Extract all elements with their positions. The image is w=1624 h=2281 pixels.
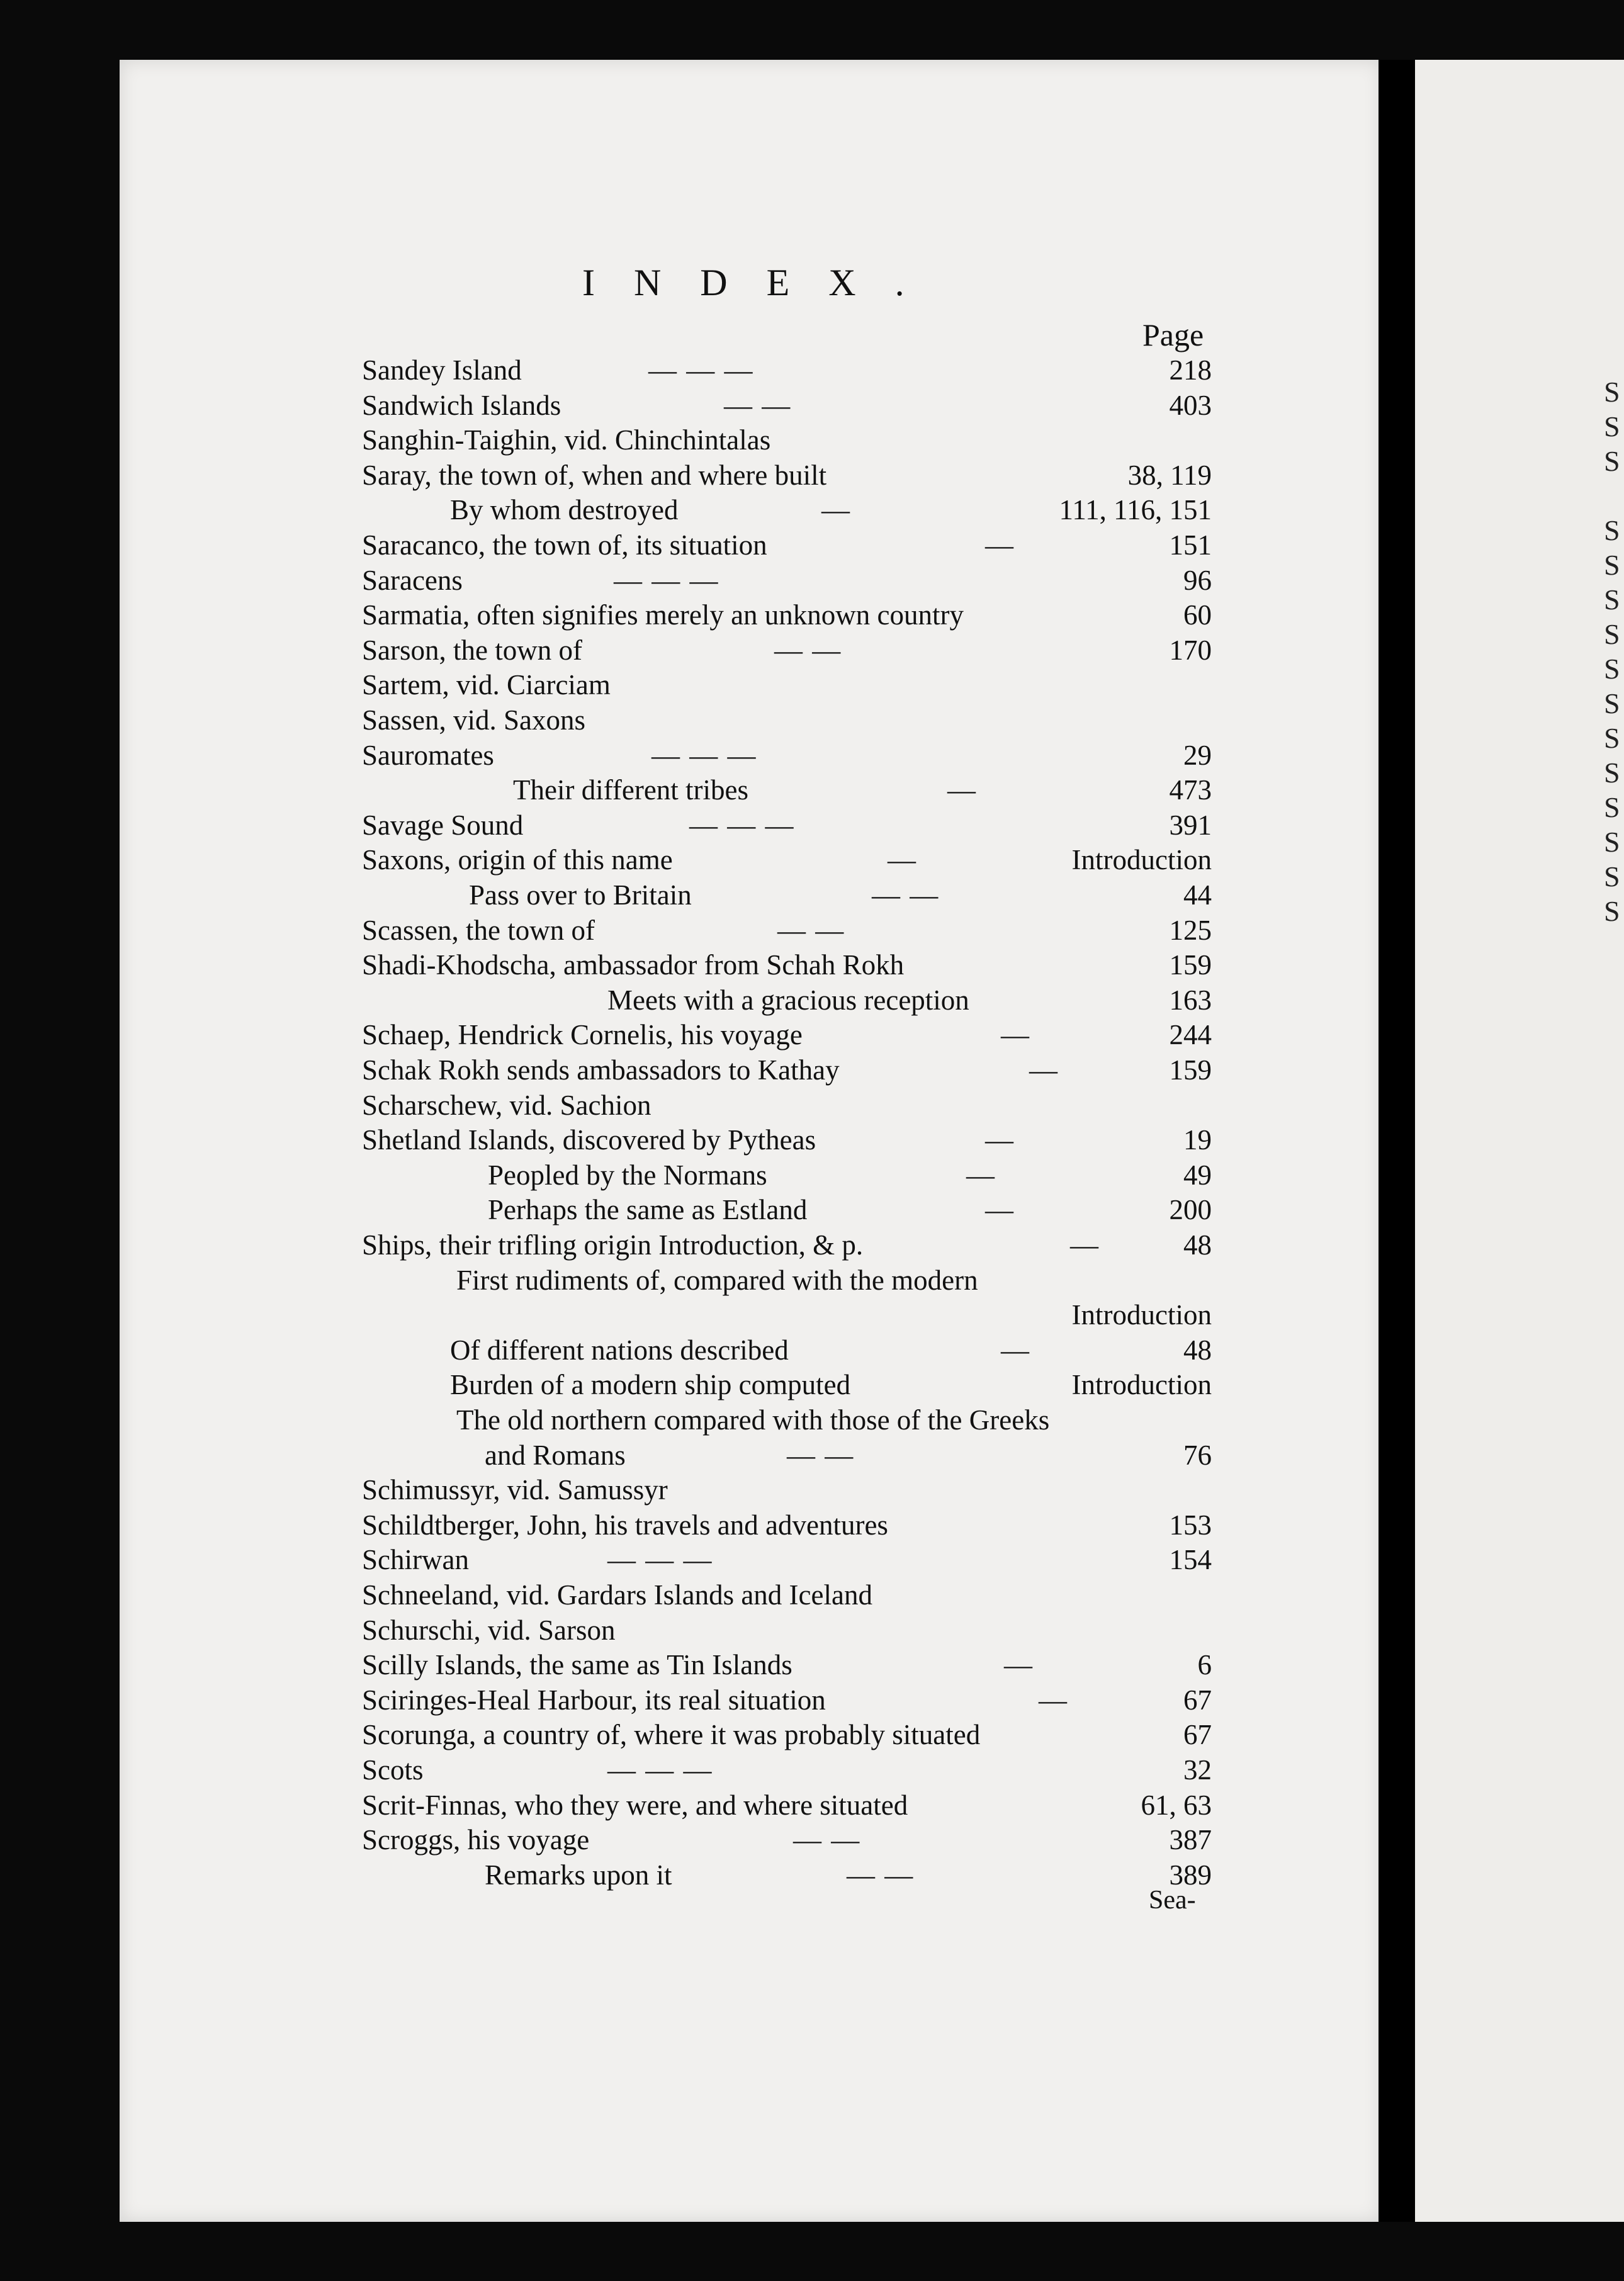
entry-label: Sarmatia, often signifies merely an unknown country xyxy=(362,599,964,631)
entry-dash-leader: — xyxy=(1001,1019,1030,1050)
entry-label: Savage Sound xyxy=(362,809,524,841)
entry-page-number: 19 xyxy=(1183,1124,1212,1156)
entry-label: Saray, the town of, when and where built xyxy=(362,459,827,491)
index-entry xyxy=(0,1752,1212,1788)
index-entry xyxy=(0,458,1212,493)
index-entry xyxy=(0,1017,1212,1052)
entry-page-number: 159 xyxy=(1169,1054,1212,1086)
entry-page-number: 67 xyxy=(1183,1684,1212,1716)
entry-label: Saxons, origin of this name xyxy=(362,844,673,876)
entry-dash-leader: — xyxy=(1029,1054,1059,1086)
entry-page-number: 387 xyxy=(1169,1824,1212,1856)
index-entry xyxy=(0,1822,1212,1857)
entry-page-number: 76 xyxy=(1183,1439,1212,1471)
entry-label: First rudiments of, compared with the modern xyxy=(456,1264,978,1296)
index-entry xyxy=(0,772,1212,808)
entry-label: Scorunga, a country of, where it was probably situated xyxy=(362,1719,981,1750)
entry-page-number: 154 xyxy=(1169,1544,1212,1575)
index-entry xyxy=(0,352,1212,388)
entry-page-number: 244 xyxy=(1169,1019,1212,1050)
entry-page-number: 29 xyxy=(1183,740,1212,771)
entry-page-number: Introduction xyxy=(1071,1369,1212,1400)
entry-dash-leader: — xyxy=(1039,1684,1068,1716)
entry-dash-leader: — xyxy=(985,1124,1015,1156)
facing-page-letter: S xyxy=(1604,549,1620,581)
entry-page-number: 6 xyxy=(1197,1649,1212,1681)
index-entry xyxy=(0,1613,1212,1648)
facing-page-letter: S xyxy=(1604,860,1620,893)
index-entry xyxy=(0,1192,1212,1227)
entry-label: The old northern compared with those of the Greeks xyxy=(456,1404,1050,1436)
entry-label: Saracanco, the town of, its situation xyxy=(362,529,767,561)
entry-dash-leader: — — — xyxy=(607,1544,713,1575)
index-entry xyxy=(0,947,1212,983)
entry-label: Schaep, Hendrick Cornelis, his voyage xyxy=(362,1019,803,1050)
index-entry xyxy=(0,1788,1212,1823)
facing-page-letter: S xyxy=(1604,514,1620,546)
facing-page-letter: S xyxy=(1604,687,1620,719)
entry-dash-leader: — — xyxy=(787,1439,855,1471)
index-entry xyxy=(0,842,1212,877)
index-entry xyxy=(0,1507,1212,1543)
entry-dash-leader: — — — xyxy=(607,1754,713,1786)
index-entry xyxy=(0,877,1212,913)
entry-label: By whom destroyed xyxy=(450,494,679,526)
entry-label: Sassen, vid. Saxons xyxy=(362,704,586,736)
entry-label: Scrit-Finnas, who they were, and where situated xyxy=(362,1789,908,1821)
entry-page-number: 48 xyxy=(1183,1229,1212,1261)
catchword: Sea- xyxy=(1149,1886,1196,1915)
entry-page-number: 38, 119 xyxy=(1127,459,1212,491)
entry-page-number: Introduction xyxy=(1071,844,1212,876)
facing-page-letter: S xyxy=(1604,791,1620,823)
entry-dash-leader: — — xyxy=(774,634,842,666)
entry-page-number: 170 xyxy=(1169,634,1212,666)
entry-page-number: 151 xyxy=(1169,529,1212,561)
entry-label: Schak Rokh sends ambassadors to Kathay xyxy=(362,1054,840,1086)
entry-dash-leader: — — — xyxy=(651,740,757,771)
entry-dash-leader: — xyxy=(966,1159,996,1191)
index-entry xyxy=(0,1577,1212,1613)
entry-label: Scroggs, his voyage xyxy=(362,1824,590,1856)
entry-label: Scots xyxy=(362,1754,424,1786)
index-entry xyxy=(0,738,1212,773)
entry-label: Perhaps the same as Estland xyxy=(488,1194,808,1225)
entry-page-number: 153 xyxy=(1169,1509,1212,1541)
entry-page-number: 96 xyxy=(1183,565,1212,596)
entry-page-number: 163 xyxy=(1169,984,1212,1016)
entry-label: Burden of a modern ship computed xyxy=(450,1369,851,1400)
entry-dash-leader: — xyxy=(821,494,851,526)
entry-dash-leader: — — xyxy=(777,915,845,946)
index-entry xyxy=(0,1438,1212,1473)
facing-page-letter: S xyxy=(1604,826,1620,858)
entry-label: Of different nations described xyxy=(450,1334,789,1366)
facing-page-letter: S xyxy=(1604,583,1620,616)
index-entry xyxy=(0,983,1212,1018)
entry-dash-leader: — — — xyxy=(614,565,719,596)
index-entry xyxy=(0,563,1212,598)
entry-page-number: 473 xyxy=(1169,774,1212,806)
facing-page-letter: S xyxy=(1604,445,1620,477)
page-title: INDEX. xyxy=(582,262,944,303)
entry-page-number: 159 xyxy=(1169,949,1212,981)
entry-label: Peopled by the Normans xyxy=(488,1159,767,1191)
entry-page-number: 32 xyxy=(1183,1754,1212,1786)
index-entry xyxy=(0,1052,1212,1088)
entry-dash-leader: — xyxy=(947,774,977,806)
entry-label: Their different tribes xyxy=(513,774,749,806)
entry-label: Schimussyr, vid. Samussyr xyxy=(362,1474,668,1506)
index-entry xyxy=(0,1122,1212,1157)
index-entry xyxy=(0,808,1212,843)
entry-dash-leader: — — xyxy=(724,390,792,421)
facing-page-letter: S xyxy=(1604,618,1620,650)
entry-page-number: Introduction xyxy=(1071,1299,1212,1331)
entry-page-number: 67 xyxy=(1183,1719,1212,1750)
entry-label: Shetland Islands, discovered by Pytheas xyxy=(362,1124,816,1156)
index-entry xyxy=(0,1402,1212,1438)
entry-page-number: 60 xyxy=(1183,599,1212,631)
entry-page-number: 389 xyxy=(1169,1859,1212,1891)
index-entry xyxy=(0,527,1212,563)
entry-page-number: 48 xyxy=(1183,1334,1212,1366)
entry-label: Schildtberger, John, his travels and adventures xyxy=(362,1509,888,1541)
entry-page-number: 111, 116, 151 xyxy=(1059,494,1212,526)
entry-page-number: 218 xyxy=(1169,354,1212,386)
index-entry xyxy=(0,1717,1212,1752)
entry-label: Schirwan xyxy=(362,1544,469,1575)
entry-page-number: 44 xyxy=(1183,879,1212,911)
entry-dash-leader: — xyxy=(985,529,1015,561)
entry-label: Sandwich Islands xyxy=(362,390,561,421)
entry-label: Shadi-Khodscha, ambassador from Schah Rokh xyxy=(362,949,905,981)
entry-dash-leader: — xyxy=(985,1194,1015,1225)
facing-page-letter: S xyxy=(1604,722,1620,754)
entry-page-number: 200 xyxy=(1169,1194,1212,1225)
entry-dash-leader: — — — xyxy=(648,354,754,386)
page-column-label: Page xyxy=(1142,317,1204,352)
index-entry xyxy=(0,422,1212,458)
index-entry xyxy=(0,702,1212,738)
index-entry xyxy=(0,667,1212,702)
index-entry xyxy=(0,388,1212,423)
entry-page-number: 49 xyxy=(1183,1159,1212,1191)
entry-dash-leader: — xyxy=(888,844,917,876)
index-entry xyxy=(0,1367,1212,1402)
entry-page-number: 61, 63 xyxy=(1141,1789,1212,1821)
entry-page-number: 391 xyxy=(1169,809,1212,841)
entry-label: Sanghin-Taighin, vid. Chinchintalas xyxy=(362,424,771,456)
index-entry xyxy=(0,1332,1212,1368)
entry-label: Schneeland, vid. Gardars Islands and Iceland xyxy=(362,1579,872,1611)
entry-label: Saracens xyxy=(362,565,463,596)
index-entry xyxy=(0,1647,1212,1682)
facing-page-letter: S xyxy=(1604,376,1620,408)
entry-label: Scassen, the town of xyxy=(362,915,595,946)
entry-label: Sartem, vid. Ciarciam xyxy=(362,669,611,701)
index-entry xyxy=(0,913,1212,948)
entry-label: Scharschew, vid. Sachion xyxy=(362,1090,651,1121)
entry-dash-leader: — xyxy=(1001,1334,1030,1366)
entry-label: Ships, their trifling origin Introduction, & p. xyxy=(362,1229,864,1261)
entry-label: Meets with a gracious reception xyxy=(607,984,969,1016)
entry-page-number: 125 xyxy=(1169,915,1212,946)
index-entry xyxy=(0,633,1212,668)
entry-label: Sandey Island xyxy=(362,354,522,386)
index-entry xyxy=(0,1088,1212,1123)
entry-label: Schurschi, vid. Sarson xyxy=(362,1614,616,1646)
entry-dash-leader: — xyxy=(1004,1649,1034,1681)
facing-page-letter: S xyxy=(1604,757,1620,789)
entry-dash-leader: — — xyxy=(847,1859,915,1891)
index-entry xyxy=(0,1263,1212,1298)
index-entry xyxy=(0,1157,1212,1193)
entry-label: Sauromates xyxy=(362,740,494,771)
index-entry xyxy=(0,1542,1212,1577)
index-entry xyxy=(0,597,1212,633)
index-entry xyxy=(0,1857,1212,1893)
facing-page-letter: S xyxy=(1604,410,1620,442)
index-entry xyxy=(0,1472,1212,1507)
index-entry xyxy=(0,1227,1212,1263)
index-entry xyxy=(0,492,1212,527)
index-entry xyxy=(0,1682,1212,1718)
entry-dash-leader: — — xyxy=(793,1824,861,1856)
entry-label: Pass over to Britain xyxy=(469,879,692,911)
entry-label: Sciringes-Heal Harbour, its real situation xyxy=(362,1684,826,1716)
entry-label: and Romans xyxy=(485,1439,626,1471)
entry-page-number: 403 xyxy=(1169,390,1212,421)
facing-page-letter: S xyxy=(1604,653,1620,685)
entry-label: Scilly Islands, the same as Tin Islands xyxy=(362,1649,792,1681)
entry-label: Remarks upon it xyxy=(485,1859,672,1891)
facing-page-letter: S xyxy=(1604,895,1620,927)
entry-dash-leader: — — — xyxy=(689,809,795,841)
entry-dash-leader: — — xyxy=(872,879,940,911)
index-entry xyxy=(0,1297,1212,1332)
entry-dash-leader: — xyxy=(1070,1229,1100,1261)
entry-label: Sarson, the town of xyxy=(362,634,582,666)
